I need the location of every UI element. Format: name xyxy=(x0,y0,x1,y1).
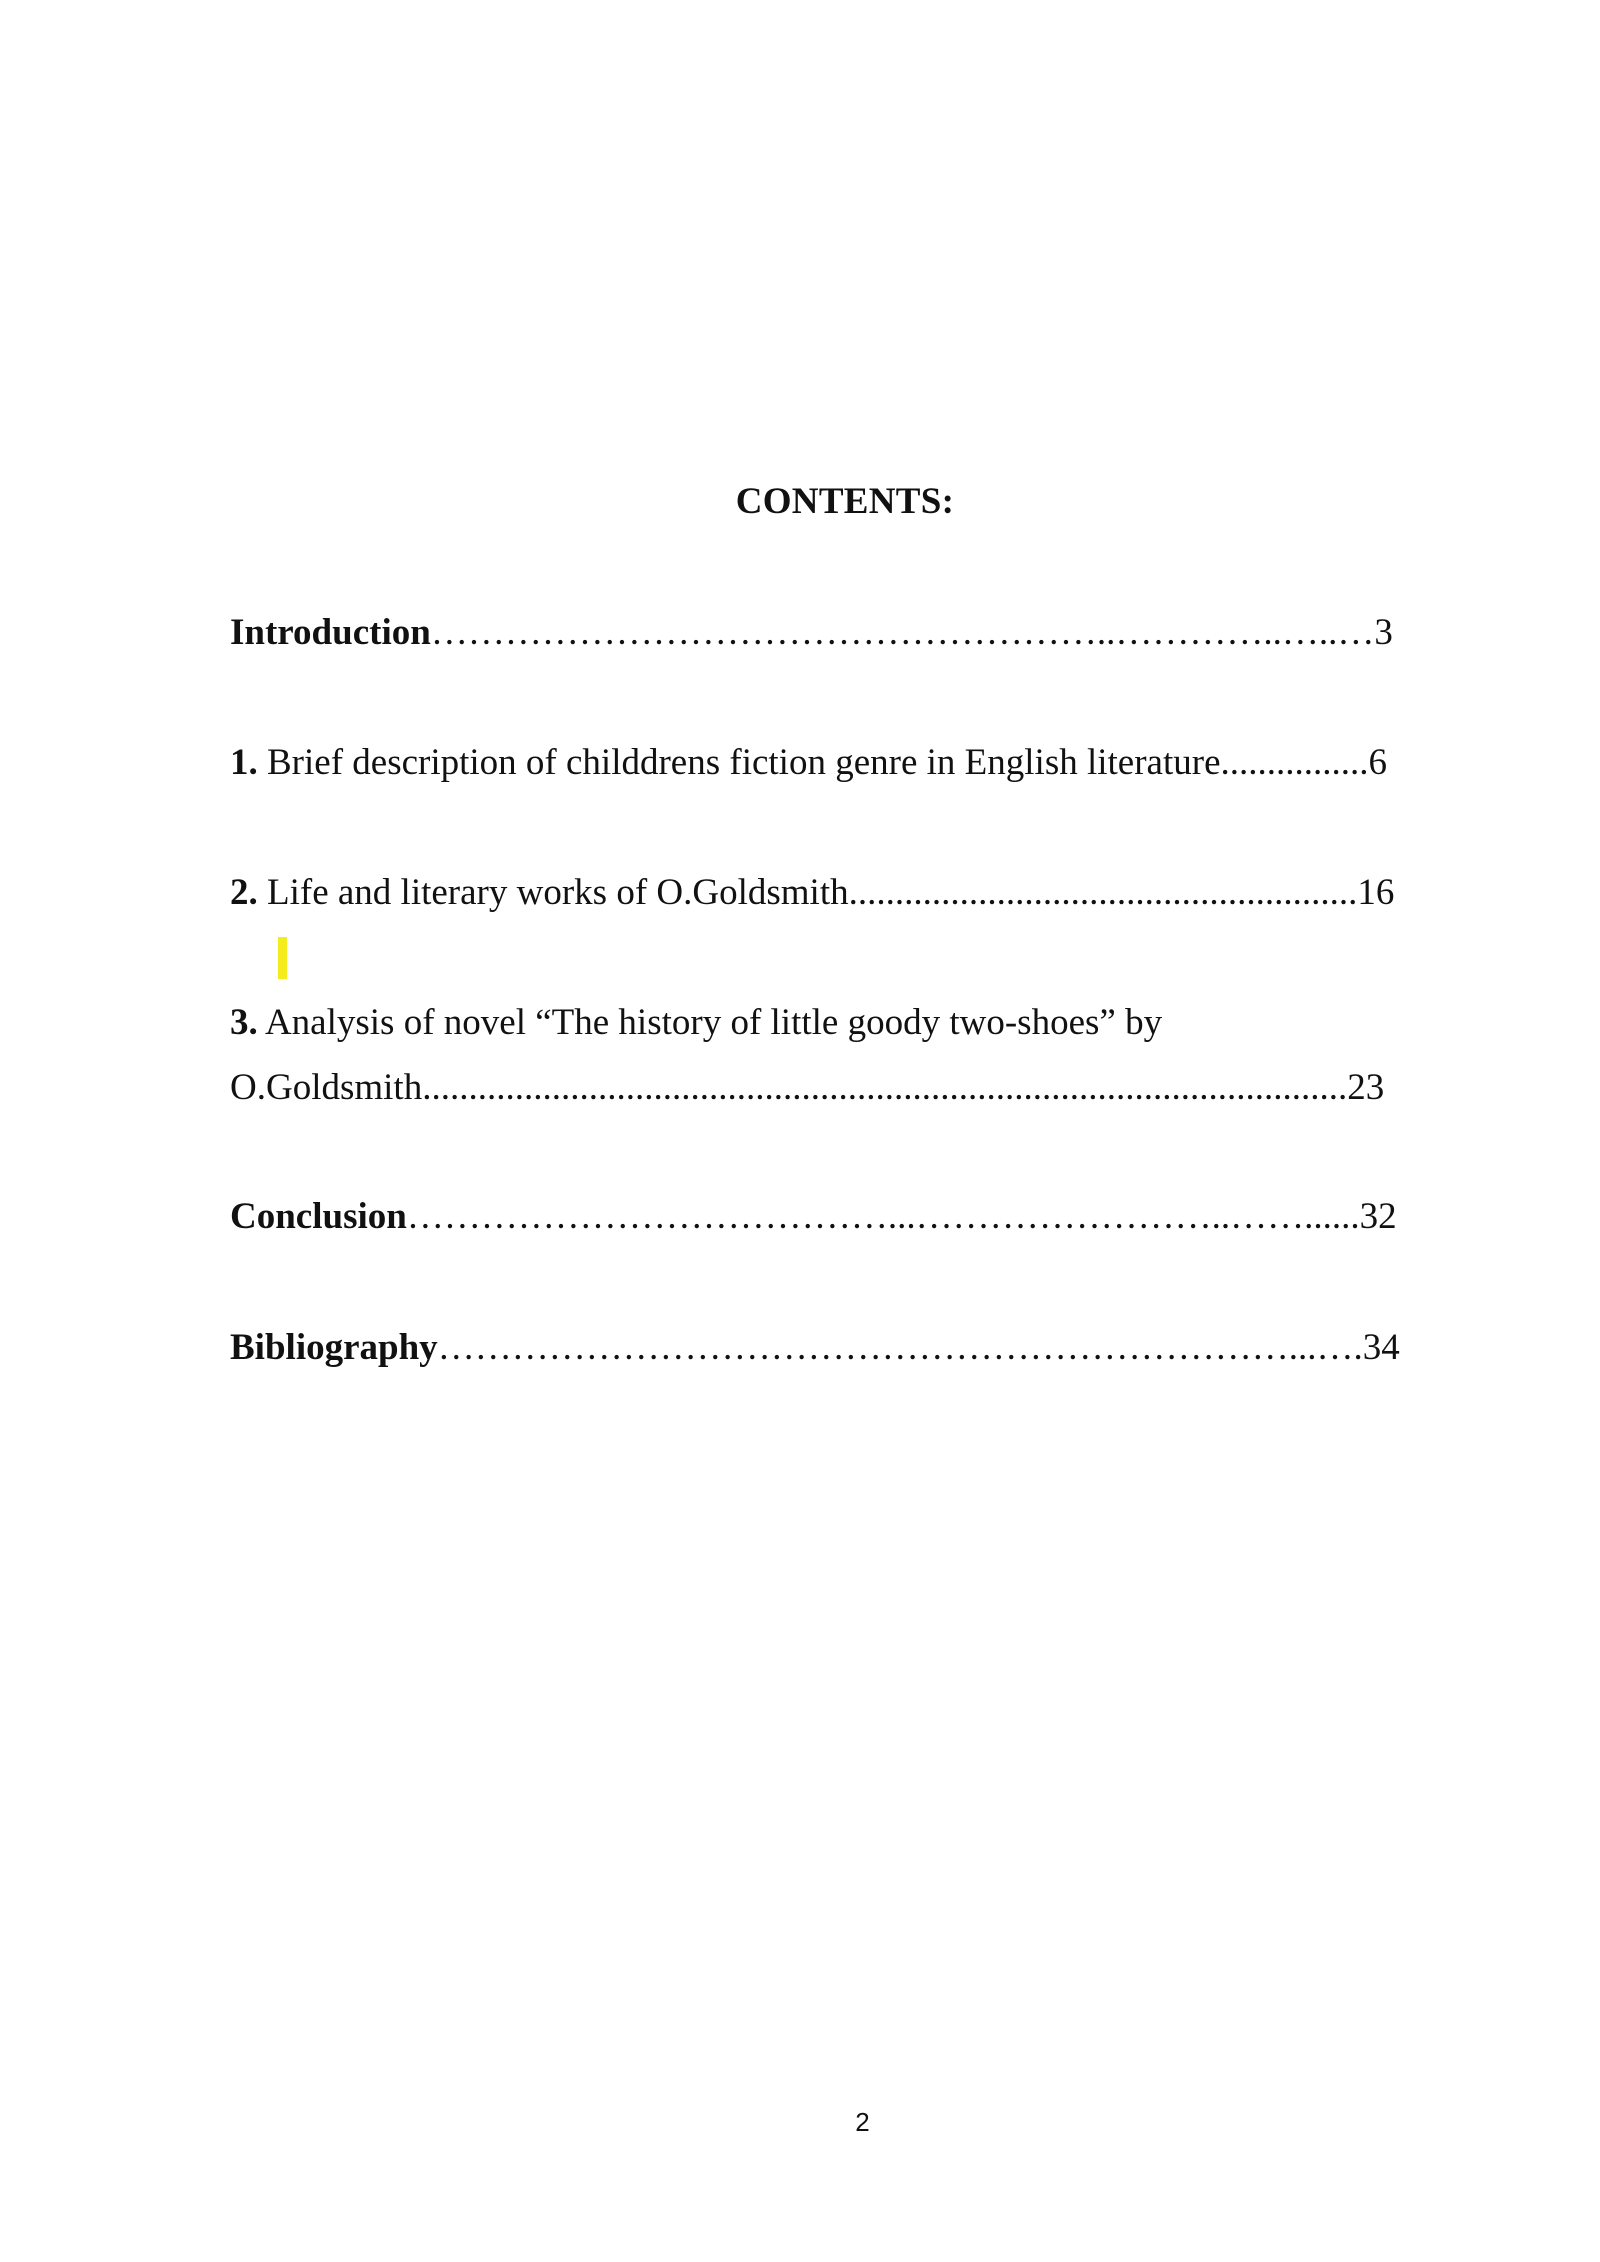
toc-entry-number: 1. xyxy=(230,742,258,783)
text-highlight-mark xyxy=(278,937,287,979)
toc-entry-text: O.Goldsmith xyxy=(230,1067,423,1108)
toc-entry-leader: ....................................................... xyxy=(848,872,1358,913)
toc-entry-leader: ………………………………………………..…………..…..… xyxy=(430,612,1375,653)
toc-entry-page: 32 xyxy=(1359,1196,1397,1237)
toc-entry-heading: Introduction xyxy=(230,612,431,653)
toc-entry-chapter-2 xyxy=(230,869,1394,917)
toc-entry-leader: .................................................................................................... xyxy=(422,1067,1348,1108)
toc-entry-heading: Conclusion xyxy=(230,1196,407,1237)
toc-entry-chapter-1 xyxy=(230,739,1387,787)
toc-entry-leader: ................ xyxy=(1220,742,1369,783)
contents-heading: CONTENTS: xyxy=(735,481,955,522)
toc-entry-number: 3. xyxy=(230,1002,258,1043)
toc-entry-page: 3 xyxy=(1374,612,1393,653)
toc-entry-page: 34 xyxy=(1362,1327,1400,1368)
toc-entry-leader: …………………………………...……………………..……...... xyxy=(406,1196,1360,1237)
toc-entry-text: Analysis of novel “The history of little goody two-shoes” by xyxy=(257,1002,1163,1043)
toc-entry-heading: Bibliography xyxy=(230,1327,438,1368)
toc-entry-conclusion xyxy=(230,1193,1397,1241)
toc-entry-text: Life and literary works of O.Goldsmith xyxy=(257,872,849,913)
toc-entry-text: Brief description of childdrens fiction genre in English literature xyxy=(257,742,1221,783)
toc-entry-number: 2. xyxy=(230,872,258,913)
toc-entry-bibliography xyxy=(230,1324,1400,1372)
toc-entry-introduction xyxy=(230,609,1393,657)
toc-entry-page: 16 xyxy=(1357,872,1395,913)
toc-entry-page: 6 xyxy=(1368,742,1387,783)
toc-entry-page: 23 xyxy=(1347,1067,1385,1108)
page-number: 2 xyxy=(855,2107,870,2137)
toc-entry-leader: ……………………………………………………………...…. xyxy=(437,1327,1363,1368)
toc-entry-chapter-3-continued xyxy=(230,1064,1384,1112)
toc-entry-chapter-3 xyxy=(230,999,1162,1047)
